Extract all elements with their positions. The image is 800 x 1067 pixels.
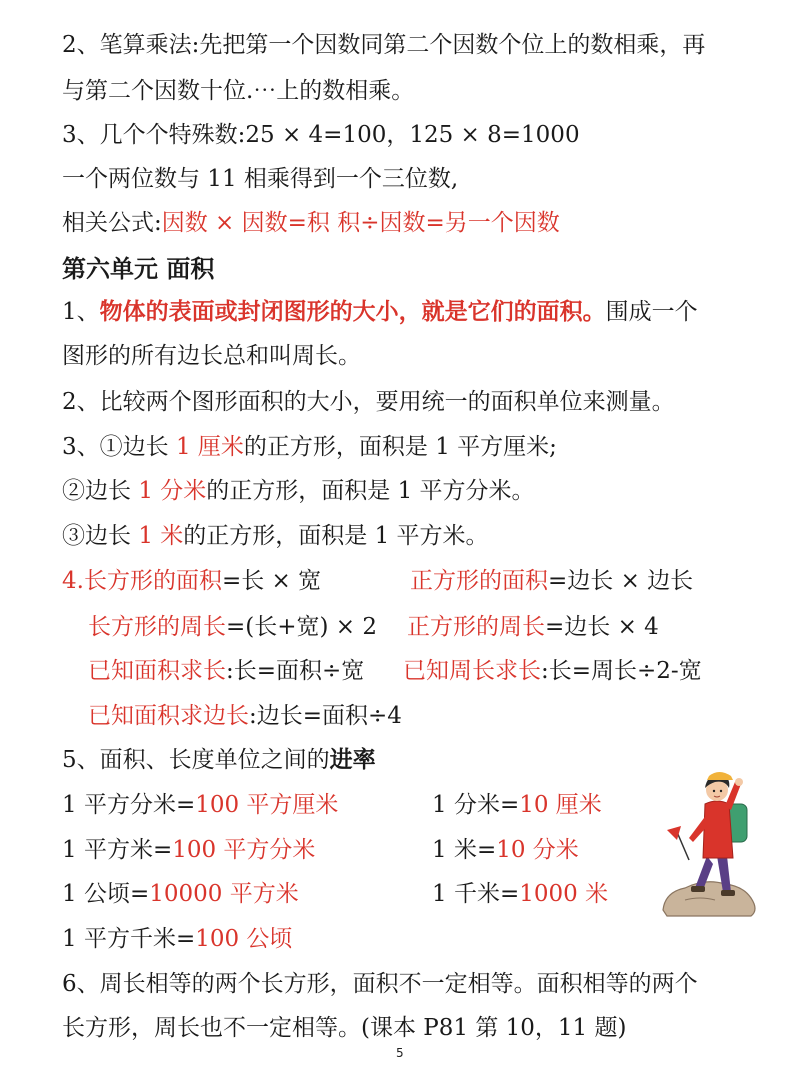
unit-conversion — [62, 879, 299, 909]
unit-left: 1 平方千米= — [62, 926, 196, 952]
unit-conversion — [62, 924, 292, 954]
unit-left: 1 分米= — [432, 792, 520, 818]
text-line — [62, 208, 560, 238]
text-line — [62, 432, 557, 462]
text-line — [62, 969, 698, 999]
side-length-value: 1 米 — [138, 523, 184, 549]
unit-conversion — [62, 790, 338, 820]
unit-right: 10 分米 — [496, 837, 579, 863]
formula-label: 相关公式: — [62, 210, 162, 236]
point-number: 1、 — [62, 299, 100, 325]
text-line — [62, 521, 489, 551]
unit-conversion — [62, 835, 315, 865]
square-perimeter-label: 正方形的周长 — [407, 614, 545, 640]
line-multiplication-method-cont: 与第二个因数十位.⋯上的数相乘。 — [62, 78, 415, 104]
text-line — [62, 1013, 626, 1043]
conversion-rate-word: 进率 — [329, 746, 376, 773]
equal-area-note: 长方形，周长也不一定相等。(课本 P81 第 10，11 题) — [62, 1015, 627, 1041]
formula-row — [62, 566, 321, 596]
unit-conversion — [432, 879, 608, 909]
side-length-value: 1 厘米 — [175, 434, 244, 460]
area-definition: 物体的表面或封闭图形的大小，就是它们的面积。 — [99, 298, 606, 325]
unit-left: 1 米= — [432, 837, 497, 863]
unit-square-prefix: ③边长 — [62, 523, 139, 549]
formula-row — [88, 701, 402, 731]
perimeter-definition-start: 围成一个 — [605, 299, 698, 325]
formula-row — [410, 566, 693, 596]
unit-right: 10000 平方米 — [149, 881, 299, 907]
square-area-formula: =边长 × 边长 — [548, 568, 694, 594]
unit-square-suffix: 的正方形，面积是 1 平方厘米; — [243, 434, 557, 460]
conversion-heading: 5、面积、长度单位之间的 — [62, 747, 330, 773]
unit-right: 100 平方厘米 — [195, 792, 339, 818]
square-perimeter-formula: =边长 × 4 — [545, 614, 659, 640]
unit-square-prefix: 3、①边长 — [62, 434, 176, 460]
square-area-label: 正方形的面积 — [410, 568, 548, 594]
unit-right: 100 公顷 — [195, 926, 293, 952]
unit-six-title: 第六单元 面积 — [62, 255, 215, 283]
side-length-value: 1 分米 — [138, 478, 207, 504]
hiker-illustration — [655, 760, 770, 920]
formula-row — [88, 612, 377, 642]
rect-area-label: 4.长方形的面积 — [62, 568, 222, 594]
text-line — [62, 745, 376, 775]
known-area-side-formula: :边长=面积÷4 — [249, 703, 402, 729]
rect-perimeter-formula: =(长+宽) × 2 — [226, 614, 378, 640]
page-number: 5 — [396, 1046, 404, 1060]
known-area-label: 已知面积求长 — [88, 658, 226, 684]
known-perimeter-formula: :长=周长÷2-宽 — [541, 658, 702, 684]
unit-square-suffix: 的正方形，面积是 1 平方米。 — [183, 523, 489, 549]
text-line — [62, 476, 535, 506]
rect-perimeter-label: 长方形的周长 — [88, 614, 226, 640]
known-area-side-label: 已知面积求边长 — [88, 703, 249, 729]
rect-area-formula: =长 × 宽 — [221, 568, 322, 594]
text-line — [62, 341, 361, 371]
text-line — [62, 30, 705, 60]
unit-left: 1 公顷= — [62, 881, 150, 907]
unit-conversion — [432, 790, 602, 820]
formula-row — [403, 656, 702, 686]
known-area-formula: :长=面积÷宽 — [226, 658, 365, 684]
text-line — [62, 120, 580, 150]
unit-left: 1 平方米= — [62, 837, 173, 863]
formula-factors: 因数 × 因数=积 积÷因数=另一个因数 — [161, 210, 560, 236]
known-perimeter-label: 已知周长求长 — [403, 658, 541, 684]
unit-left: 1 平方分米= — [62, 792, 196, 818]
equal-perimeter-note: 6、周长相等的两个长方形，面积不一定相等。面积相等的两个 — [62, 971, 698, 997]
text-line — [62, 297, 698, 327]
text-line — [62, 164, 458, 194]
line-special-numbers: 3、几个个特殊数:25 × 4=100，125 × 8=1000 — [62, 122, 580, 148]
unit-square-prefix: ②边长 — [62, 478, 139, 504]
formula-row — [88, 656, 364, 686]
compare-area-line: 2、比较两个图形面积的大小，要用统一的面积单位来测量。 — [62, 389, 675, 415]
unit-left: 1 千米= — [432, 881, 520, 907]
line-eleven-rule: 一个两位数与 11 相乘得到一个三位数, — [62, 166, 459, 192]
perimeter-definition-end: 图形的所有边长总和叫周长。 — [62, 343, 361, 369]
text-line — [62, 387, 675, 417]
line-multiplication-method: 2、笔算乘法:先把第一个因数同第二个因数个位上的数相乘，再 — [62, 32, 706, 58]
section-heading — [62, 254, 214, 284]
unit-right: 10 厘米 — [519, 792, 602, 818]
unit-square-suffix: 的正方形，面积是 1 平方分米。 — [206, 478, 535, 504]
text-line — [62, 76, 414, 106]
formula-row — [407, 612, 659, 642]
unit-right: 100 平方分米 — [172, 837, 316, 863]
unit-conversion — [432, 835, 579, 865]
unit-right: 1000 米 — [519, 881, 609, 907]
